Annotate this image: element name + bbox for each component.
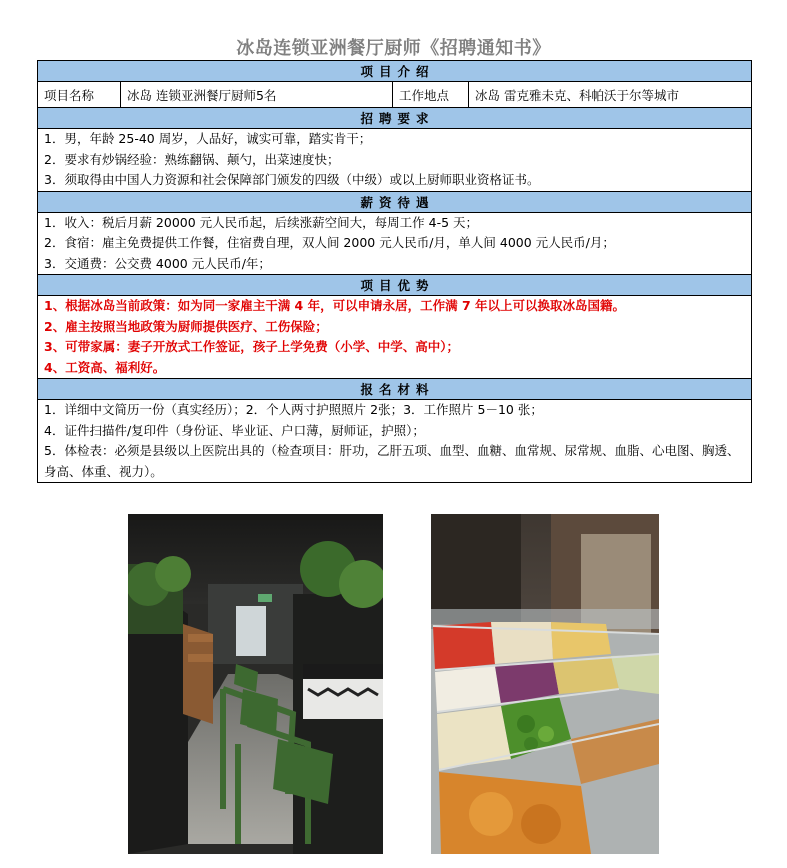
- document-title: 冰岛连锁亚洲餐厅厨师《招聘通知书》: [236, 38, 551, 59]
- section-header-materials: 报名材料: [38, 379, 752, 400]
- list-item: 3．交通费：公交费 4000 元人民币/年；: [44, 255, 271, 271]
- list-item: 1．男，年龄 25-40 周岁，人品好，诚实可靠，踏实肯干；: [44, 131, 372, 146]
- list-item: 1．收入：税后月薪 20000 元人民币起，后续涨薪空间大，每周工作 4-5 天；: [44, 214, 479, 230]
- list-item: 2．食宿：雇主免费提供工作餐，住宿费自理，双人间 2000 元人民币/月，单人间 4000 元人民币/月；: [44, 235, 615, 250]
- section-header-salary: 薪资待遇: [38, 191, 752, 212]
- list-item: 2、雇主按照当地政策为厨师提供医疗、工伤保险；: [44, 318, 328, 334]
- buffet-food-photo: [431, 514, 659, 854]
- materials-list: [38, 400, 752, 483]
- list-item: 4．证件扫描件/复印件（身份证、毕业证、户口薄，厨师证，护照）；: [44, 422, 425, 438]
- location-label: 工作地点: [393, 82, 469, 108]
- section-header-advantages: 项目优势: [38, 275, 752, 296]
- advantages-list: [38, 296, 752, 379]
- requirements-list: [38, 129, 752, 192]
- list-item: 5．体检表：必须是县级以上医院出具的（检查项目：肝功，乙肝五项、血型、血糖、血常规、尿常规、血脂、心电图、胸透、身高、体重、视力）。: [44, 443, 740, 479]
- restaurant-interior-photo: [128, 514, 383, 854]
- list-item: 4、工资高、福利好。: [44, 359, 166, 375]
- list-item: 2．要求有炒锅经验：熟练翻锅、颠勺，出菜速度快；: [44, 151, 340, 167]
- location-value: 冰岛 雷克雅未克、科帕沃于尔等城市: [469, 82, 752, 108]
- project-name-value: 冰岛 连锁亚洲餐厅厨师5名: [121, 82, 393, 108]
- project-name-label: 项目名称: [38, 82, 121, 108]
- list-item: 1．详细中文简历一份（真实经历）；2．个人两寸护照照片 2张；3．工作照片 5－10 张；: [44, 402, 543, 417]
- list-item: 1、根据冰岛当前政策：如为同一家雇主干满 4 年，可以申请永居，工作满 7 年以上可以换取冰岛国籍。: [44, 298, 626, 313]
- recruitment-table: [37, 60, 752, 483]
- section-header-requirements: 招聘要求: [38, 108, 752, 129]
- salary-list: [38, 212, 752, 275]
- list-item: 3、可带家属：妻子开放式工作签证，孩子上学免费（小学、中学、高中）；: [44, 339, 459, 354]
- list-item: 3．须取得由中国人力资源和社会保障部门颁发的四级（中级）或以上厨师职业资格证书。: [44, 172, 540, 187]
- section-header-intro: 项目介绍: [38, 61, 752, 82]
